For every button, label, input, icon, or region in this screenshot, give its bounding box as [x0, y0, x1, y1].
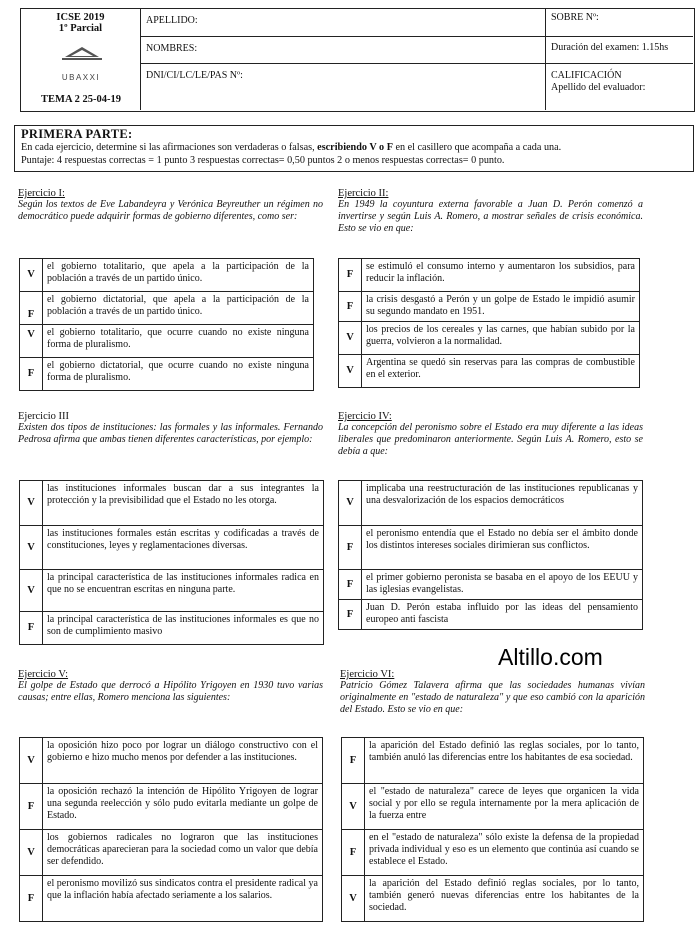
exam-header	[20, 8, 695, 112]
nombres-field[interactable]	[141, 37, 545, 64]
statement: la aparición del Estado definió las reglas sociales, por lo tanto, también anuló las diferencias entre los habitantes de esa sociedad.	[365, 738, 644, 784]
exam-info-cell	[21, 9, 141, 110]
answer-row	[339, 481, 643, 526]
answer-row	[342, 830, 644, 876]
answer-box[interactable]: F	[20, 612, 43, 645]
answer-row	[20, 292, 314, 325]
exercise-intro: El golpe de Estado que derrocó a Hipólito Yrigoyen en 1930 tuvo varias causas; entre ellas, Romero menciona las siguientes:	[18, 680, 323, 703]
statement: se estimuló el consumo interno y aumentaron los subsidios, para reducir la inflación.	[362, 259, 640, 292]
answer-table-6	[341, 737, 644, 922]
statement: la oposición hizo poco por lograr un diálogo constructivo con el gobierno e hizo mucho menos por defender a las instituciones.	[43, 738, 323, 784]
statement: la principal característica de las instituciones informales es que no son de cumplimiento masivo	[43, 612, 324, 645]
answer-box[interactable]: V	[339, 322, 362, 355]
statement: el "estado de naturaleza" carece de leyes que organicen la vida social y por ello se regula internamente por la mera aplicación de la fuerza entre	[365, 784, 644, 830]
exercise-title: Ejercicio IV:	[338, 411, 392, 422]
answer-row	[20, 612, 324, 645]
answer-row	[342, 738, 644, 784]
answer-table-5	[19, 737, 323, 922]
statement: implicaba una reestructuración de las instituciones republicanas y una desvalorización de los espacios democráticos	[362, 481, 643, 526]
answer-box[interactable]: V	[20, 481, 43, 526]
answer-row	[20, 784, 323, 830]
exercise-1	[18, 188, 323, 223]
duracion-label: Duración del examen: 1.15hs	[551, 42, 669, 53]
answer-box[interactable]: F	[339, 292, 362, 322]
answer-box[interactable]: V	[20, 570, 43, 612]
part-title: PRIMERA PARTE:	[21, 127, 133, 141]
statement: el peronismo movilizó sus sindicatos contra el presidente radical ya que la inflación había afectado seriamente a los salarios.	[43, 876, 323, 922]
calificacion-label: CALIFICACIÓN	[551, 70, 622, 81]
sobre-field[interactable]	[546, 9, 693, 37]
dni-label: DNI/CI/LC/LE/PAS Nº:	[146, 70, 243, 81]
statement: la principal característica de las instituciones informales radica en que no se encuentran escritas en ninguna parte.	[43, 570, 324, 612]
answer-row	[339, 322, 640, 355]
statement: el gobierno totalitario, que apela a la participación de la población a través de un partido único.	[43, 259, 314, 292]
answer-row	[339, 292, 640, 322]
statement: Argentina se quedó sin reservas para las compras de combustible en el exterior.	[362, 355, 640, 388]
exercise-title: Ejercicio VI:	[340, 669, 395, 680]
answer-box[interactable]: F	[20, 358, 43, 391]
answer-box[interactable]: V	[20, 259, 43, 292]
answer-row	[342, 784, 644, 830]
exercise-6	[340, 669, 645, 716]
answer-table-4	[338, 480, 643, 630]
answer-row	[339, 526, 643, 570]
exercise-4	[338, 411, 643, 458]
exam-admin-fields	[546, 9, 693, 110]
answer-box[interactable]: F	[339, 526, 362, 570]
answer-box[interactable]: V	[339, 355, 362, 388]
exercise-title: Ejercicio I:	[18, 188, 65, 199]
exercise-intro: La concepción del peronismo sobre el Estado era muy diferente a las ideas liberales que predominaron anteriormente. Según Luis A. Romero, esto se debía a que:	[338, 422, 643, 457]
apellido-field[interactable]	[141, 9, 545, 37]
apellido-label: APELLIDO:	[146, 15, 198, 26]
statement: las instituciones formales están escritas y codificadas a través de constituciones, leyes y reglamentaciones diversas.	[43, 526, 324, 570]
answer-row	[339, 570, 643, 600]
exercise-intro: Existen dos tipos de instituciones: las formales y las informales. Fernando Pedrosa afirma que ambas tienen diferentes características, por ejemplo:	[18, 422, 323, 445]
answer-row	[20, 876, 323, 922]
exercise-intro: En 1949 la coyuntura externa favorable a Juan D. Perón comenzó a invertirse y según Luis A. Romero, a mostrar señales de crisis económica. Esto se vio en que:	[338, 199, 643, 234]
statement: los precios de los cereales y las carnes, que habían subido por la guerra, volvieron a la normalidad.	[362, 322, 640, 355]
instructions-box	[14, 125, 694, 172]
answer-box[interactable]: V	[20, 738, 43, 784]
answer-row	[20, 526, 324, 570]
statement: la oposición rechazó la intención de Hipólito Yrigoyen de lograr una segunda reelección y sólo pudo evitarla mediante un golpe de Estado.	[43, 784, 323, 830]
answer-row	[339, 355, 640, 388]
answer-row	[20, 570, 324, 612]
statement: el peronismo entendía que el Estado no debía ser el ámbito donde los distintos intereses sociales dirimieran sus conflictos.	[362, 526, 643, 570]
answer-box[interactable]: F	[20, 292, 43, 325]
statement: Juan D. Perón estaba influido por las ideas del pensamiento europeo anti fascista	[362, 600, 643, 630]
answer-box[interactable]: F	[339, 570, 362, 600]
answer-box[interactable]: V	[20, 526, 43, 570]
answer-box[interactable]: V	[342, 876, 365, 922]
exam-tema: TEMA 2 25-04-19	[41, 94, 121, 105]
statement: el gobierno totalitario, que ocurre cuando no existe ninguna forma de pluralismo.	[43, 325, 314, 358]
answer-row	[20, 259, 314, 292]
answer-row	[20, 738, 323, 784]
answer-row	[339, 600, 643, 630]
nombres-label: NOMBRES:	[146, 43, 198, 54]
answer-box[interactable]: F	[342, 738, 365, 784]
calificacion-field[interactable]	[546, 64, 693, 110]
answer-row	[20, 358, 314, 391]
ubaxxi-logo-icon	[59, 45, 105, 71]
exercise-intro: Según los textos de Eve Labandeyra y Verónica Beyreuther un régimen no democrático puede adquirir formas de gobierno diferentes, como ser:	[18, 199, 323, 222]
scoring-line: Puntaje: 4 respuestas correctas = 1 punto 3 respuestas correctas= 0,50 puntos 2 o menos respuestas correctas= 0 punto.	[21, 155, 505, 166]
answer-row	[20, 325, 314, 358]
evaluador-label: Apellido del evaluador:	[551, 82, 646, 93]
answer-box[interactable]: F	[20, 784, 43, 830]
answer-row	[20, 481, 324, 526]
answer-box[interactable]: V	[20, 325, 43, 358]
answer-row	[342, 876, 644, 922]
logo-text: UBAXXI	[61, 73, 101, 82]
exercise-title: Ejercicio V:	[18, 669, 69, 680]
exam-parcial: 1º Parcial	[58, 23, 103, 34]
dni-field[interactable]	[141, 64, 545, 110]
duracion-field	[546, 37, 693, 64]
answer-box[interactable]: F	[342, 830, 365, 876]
answer-box[interactable]: F	[339, 259, 362, 292]
exam-name: ICSE 2019	[56, 12, 105, 23]
sobre-label: SOBRE Nº:	[551, 12, 599, 23]
answer-box[interactable]: F	[339, 600, 362, 630]
instructions-text-end: en el casillero que acompaña a cada una.	[392, 142, 562, 153]
answer-box[interactable]: V	[20, 830, 43, 876]
instructions-bold: escribiendo V o F	[317, 142, 393, 153]
answer-table-2	[338, 258, 640, 388]
answer-box[interactable]: V	[342, 784, 365, 830]
answer-box[interactable]: F	[20, 876, 43, 922]
statement: la aparición del Estado definió reglas sociales, por lo tanto, también generó nuevas diferencias entre los habitantes de la sociedad.	[365, 876, 644, 922]
statement: la crisis desgastó a Perón y un golpe de Estado le impidió asumir su segundo mandato en 1951.	[362, 292, 640, 322]
exercise-title: Ejercicio II:	[338, 188, 389, 199]
exercise-2	[338, 188, 643, 235]
statement: el gobierno dictatorial, que apela a la participación de la población a través de un partido único.	[43, 292, 314, 325]
statement: los gobiernos radicales no lograron que las instituciones democráticas aparecieran para la sociedad como un valor que debía ser defendido.	[43, 830, 323, 876]
exercise-title: Ejercicio III	[18, 411, 70, 422]
statement: el primer gobierno peronista se basaba en el apoyo de los EEUU y las iglesias evangelistas.	[362, 570, 643, 600]
instructions-text: En cada ejercicio, determine si las afirmaciones son verdaderas o falsas,	[21, 142, 318, 153]
exercise-5	[18, 669, 323, 704]
student-fields	[141, 9, 546, 110]
statement: el gobierno dictatorial, que ocurre cuando no existe ninguna forma de pluralismo.	[43, 358, 314, 391]
altillo-watermark: Altillo.com	[498, 644, 603, 670]
statement: las instituciones informales buscan dar a sus integrantes la protección y la previsibilidad que el Estado no les otorga.	[43, 481, 324, 526]
answer-table-1	[19, 258, 314, 391]
instructions-line	[21, 141, 687, 154]
answer-box[interactable]: V	[339, 481, 362, 526]
exercise-3	[18, 411, 323, 446]
statement: en el "estado de naturaleza" sólo existe la defensa de la propiedad privada individual y eso es un elemento que continúa así cuando se establece el Estado.	[365, 830, 644, 876]
answer-row	[20, 830, 323, 876]
answer-row	[339, 259, 640, 292]
answer-table-3	[19, 480, 324, 645]
exercise-intro: Patricio Gómez Talavera afirma que las sociedades humanas vivían originalmente en "estado de naturaleza" y que eso cambió con la aparición del Estado. Esto se vio en que:	[340, 680, 645, 715]
